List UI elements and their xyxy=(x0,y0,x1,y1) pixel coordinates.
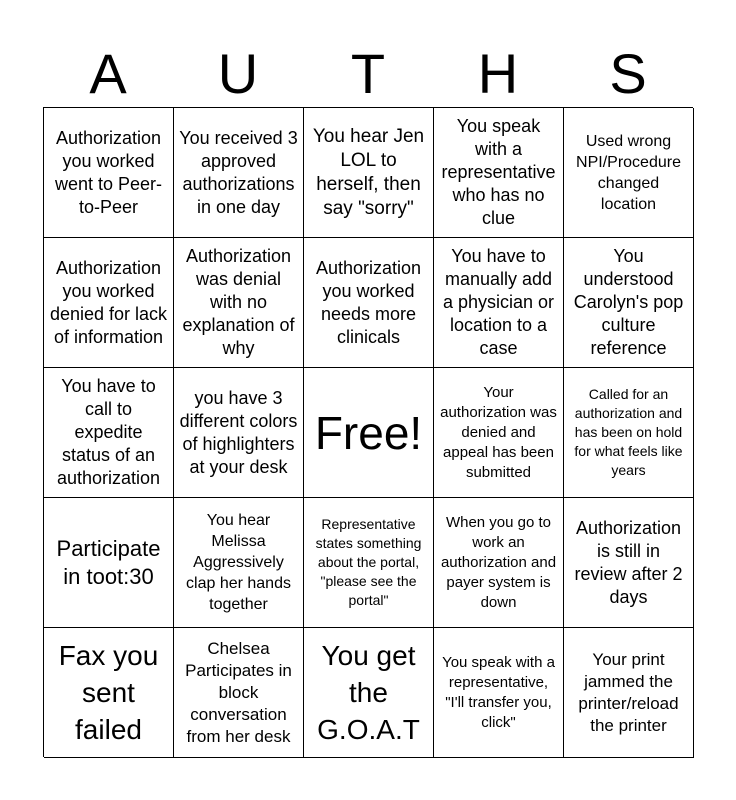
cell-text: Called for an authorization and has been on hold for what feels like years xyxy=(574,386,683,478)
bingo-cell[interactable] xyxy=(434,628,564,758)
cell-text: Your print jammed the printer/reload the printer xyxy=(578,649,679,735)
header-letter-u: U xyxy=(217,42,259,105)
cell-text: Authorization you worked went to Peer-to-Peer xyxy=(54,127,163,217)
bingo-cell[interactable] xyxy=(564,238,694,368)
cell-text: You speak with a representative, "I'll transfer you, click" xyxy=(442,653,555,731)
bingo-cell[interactable] xyxy=(174,498,304,628)
cell-text: Authorization you worked needs more clinicals xyxy=(315,257,422,347)
cell-text: You received 3 approved authorizations in one day xyxy=(179,127,298,217)
bingo-cell[interactable] xyxy=(174,368,304,498)
bingo-cell[interactable] xyxy=(434,368,564,498)
cell-text: Representative states something about the portal, "please see the portal" xyxy=(315,516,422,608)
bingo-header xyxy=(43,44,693,104)
bingo-cell[interactable] xyxy=(564,368,694,498)
bingo-cell[interactable] xyxy=(174,628,304,758)
bingo-cell[interactable] xyxy=(44,108,174,238)
cell-text: Fax you sent failed xyxy=(58,640,159,745)
bingo-cell[interactable] xyxy=(44,628,174,758)
bingo-cell[interactable] xyxy=(434,498,564,628)
cell-text: Authorization you worked denied for lack of information xyxy=(49,257,168,347)
cell-text: you have 3 different colors of highlighters at your desk xyxy=(179,387,298,477)
bingo-board xyxy=(43,107,693,757)
cell-text: You have to call to expedite status of an authorization xyxy=(56,376,161,488)
cell-text: When you go to work an authorization and payer system is down xyxy=(440,513,557,611)
header-letter-h: H xyxy=(477,42,519,105)
bingo-cell[interactable] xyxy=(564,498,694,628)
bingo-cell[interactable] xyxy=(44,368,174,498)
header-letter-s: S xyxy=(609,42,647,105)
bingo-cell[interactable] xyxy=(304,238,434,368)
cell-text: Your authorization was denied and appeal has been submitted xyxy=(440,383,557,481)
free-space[interactable] xyxy=(304,368,434,498)
header-letter-t: T xyxy=(350,42,386,105)
bingo-cell[interactable] xyxy=(564,628,694,758)
bingo-cell[interactable] xyxy=(564,108,694,238)
bingo-cell[interactable] xyxy=(434,238,564,368)
cell-text: You get the G.O.A.T xyxy=(317,640,420,745)
bingo-cell[interactable] xyxy=(304,628,434,758)
cell-text: Chelsea Participates in block conversation from her desk xyxy=(185,638,292,746)
bingo-cell[interactable] xyxy=(174,108,304,238)
cell-text: Participate in toot:30 xyxy=(56,535,161,589)
bingo-cell[interactable] xyxy=(304,108,434,238)
bingo-cell[interactable] xyxy=(44,498,174,628)
header-letter-a: A xyxy=(89,42,127,105)
cell-text: You speak with a representative who has no clue xyxy=(441,116,556,228)
bingo-cell[interactable] xyxy=(44,238,174,368)
cell-text: Authorization is still in review after 2 days xyxy=(574,517,683,607)
bingo-cell[interactable] xyxy=(434,108,564,238)
cell-text: You hear Jen LOL to herself, then say "sorry" xyxy=(312,125,425,219)
cell-text: Used wrong NPI/Procedure changed location xyxy=(576,132,681,213)
cell-text: You hear Melissa Aggressively clap her hands together xyxy=(186,512,291,613)
cell-text: Authorization was denial with no explanation of why xyxy=(182,246,295,358)
free-space-label: Free! xyxy=(314,406,423,459)
cell-text: You understood Carolyn's pop culture reference xyxy=(573,246,684,358)
bingo-cell[interactable] xyxy=(304,498,434,628)
bingo-cell[interactable] xyxy=(174,238,304,368)
cell-text: You have to manually add a physician or location to a case xyxy=(442,246,555,358)
